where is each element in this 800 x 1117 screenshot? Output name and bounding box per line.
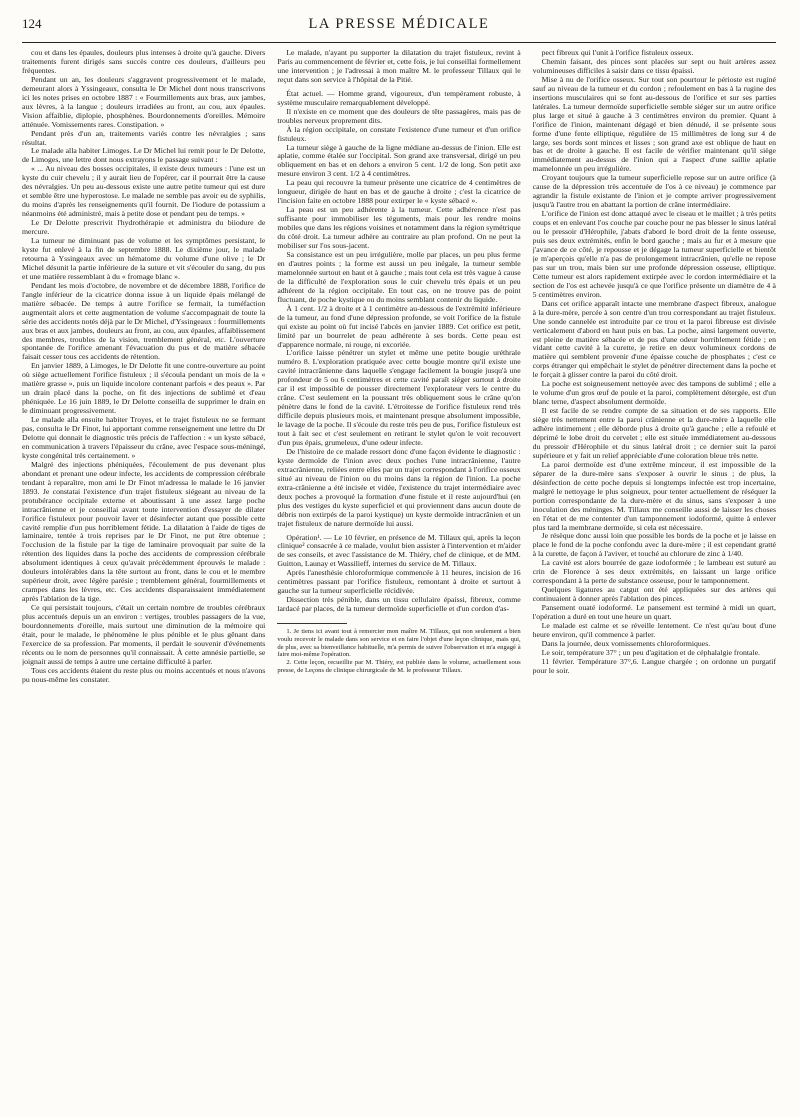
- paragraph: Ce qui persistait toujours, c'était un certain nombre de troubles cérébraux plus accentués depuis un an environ : vertiges, troubles passagers de la vue, bourdonnements d'oreille, mais surtout une diminution de la mémoire qui était, pour le malade, le phénomène le plus pénible et le plus gênant dans l'exercice de sa profession. Par moments, il perdait le souvenir d'événements récents ou le nom de personnes qu'il connaissait. À cette amnésie partielle, se joignait aussi de temps à autre une certaine difficulté à parler.: [22, 603, 266, 666]
- paragraph: La peau est un peu adhérente à la tumeur. Cette adhérence n'est pas suffisante pour immobiliser les téguments, mais pour les rendre moins mobiles que dans les régions voisines et notamment dans la région symétrique du côté droit. La tumeur adhère au contraire au plan profond. On ne peut la mobiliser sur l'os sous-jacent.: [277, 205, 521, 251]
- footnote: 2. Cette leçon, recueillie par M. Thiéry, est publiée dans le volume, actuellement sous presse, de Leçons de clinique chirurgicale de M. le professeur Tillaux.: [277, 659, 521, 675]
- paragraph: Dans cet orifice apparaît intacte une membrane d'aspect fibreux, analogue à la dure-mère, percée à son centre d'un trou correspondant au trajet fistuleux. Une sonde cannelée est introduite par ce trou et la paroi fibreuse est divisée verticalement d'abord en haut puis en bas. La poche, ainsi largement ouverte, est pleine de matière sébacée et de pus d'une odeur horriblement fétide ; en vidant cette cavité à la curette, je retire en deux volumineux cordons de matière qui semblent provenir d'une épaisse couche de phosphates ; c'est ce corps étranger qui empêchait le stylet de pénétrer directement dans la poche et le forçait à glisser contre la paroi du côté droit.: [532, 298, 776, 380]
- paragraph: Le malade, n'ayant pu supporter la dilatation du trajet fistuleux, revint à Paris au commencement de février et, cette fois, je lui conseillai formellement une intervention ; je l'adressai à mon maître M. le professeur Tillaux qui le reçut dans son service à l'hôpital de la Pitié.: [277, 49, 521, 84]
- paragraph: La peau qui recouvre la tumeur présente une cicatrice de 4 centimètres de longueur, dirigée de haut en bas et de gauche à droite ; c'est la cicatrice de l'incision faite en octobre 1888 pour extirper le « kyste sébacé ».: [277, 178, 521, 206]
- page-number: 124: [22, 16, 42, 31]
- paragraph: Je résèque donc aussi loin que possible les bords de la poche et je laisse en place le fond de la poche confondu avec la dure-mère ; il est cependant gratté à la curette, de façon à l'aviver, et touché au chlorure de zinc à 1/40.: [532, 531, 776, 559]
- column-right: [533, 49, 776, 1111]
- paragraph: cou et dans les épaules, douleurs plus intenses à droite qu'à gauche. Divers traitements furent dirigés sans succès contre ces douleurs, d'ailleurs peu fréquentes.: [22, 49, 266, 75]
- paragraph: L'orifice laisse pénétrer un stylet et même une petite bougie uréthrale numéro 8. L'exploration pratiquée avec cette bougie montre qu'il existe une cavité intracrânienne dans laquelle s'engage facilement la bougie jusqu'à une profondeur de 5 ou 6 centimètres et cette cavité paraît siéger surtout à droite car il est impossible de pousser directement l'explorateur vers le centre du crâne. C'est seulement en la poussant très obliquement sous le crâne qu'on pénètre dans le fond de la cavité. L'étroitesse de l'orifice fistuleux rend très difficile depuis plusieurs mois, et maintenant presque absolument impossible, le lavage de la poche. Il s'écoule du reste très peu de pus, l'orifice fistuleux est tout à fait sec et c'est seulement en retirant le stylet qu'on le voit recouvert d'un pus épais, grumeleux, d'une odeur infecte.: [277, 348, 521, 447]
- paragraph: La tumeur ne diminuant pas de volume et les symptômes persistant, le kyste fut enlevé à la fin de septembre 1888. Le dixième jour, le malade retourna à Yssingeaux avec un hématome du volume d'une olive ; le Dr Michel désunit la partie inférieure de la suture et vit s'écouler du sang, du pus et une matière ressemblant à du « fromage blanc ».: [22, 236, 266, 281]
- paragraph: Mise à nu de l'orifice osseux. Sur tout son pourtour le périoste est rugíné sauf au niveau de la tumeur et du cordon ; refoulement en bas à la rugine des insertions musculaires qui se font au-dessous de l'orifice et sur ses parties latérales. La tumeur dermoïde superficielle semble siéger sur un autre orifice plus large et situé à gauche à 3 centimètres environ du premier. Quant à l'orifice de l'inion, maintenant dégagé et bien dénudé, il se présente sous forme d'une fente elliptique, régulière de 15 millimètres de long sur 4 de large, ses bords sont minces et lisses ; son grand axe est oblique de haut en bas et de droite à gauche. Il est facile de vérifier maintenant qu'il siège immédiatement au-dessus de l'inion qui a l'aspect d'une saillie aplatie mamelonnée un peu irrégulière.: [532, 74, 776, 174]
- paragraph: Dans la journée, deux vomissements chloroformiques.: [541, 638, 711, 648]
- paragraph: La tumeur siège à gauche de la ligne médiane au-dessus de l'inion. Elle est aplatie, comme étalée sur l'occipital. Son grand axe transversal, dirigé un peu obliquement en bas et en dehors a environ 5 cent. 1/2 de long. Son petit axe mesure environ 3 cent. 1/2 à 4 centimètres.: [277, 142, 521, 179]
- footnotes: [277, 628, 520, 675]
- paragraph: Le malade alla ensuite habiter Troyes, et le trajet fistuleux ne se fermant pas, consulta le Dr Finot, lui apportant comme renseignement une lettre du Dr Delotte qui donnait le diagnostic très précis de l'affection : « un kyste sébacé, en communication à travers l'épaisseur du crâne, avec l'espace sous-méningé, kyste congénital très certainement. »: [22, 415, 266, 460]
- paragraph: Opération¹. — Le 10 février, en présence de M. Tillaux qui, après la leçon clinique² consacrée à ce malade, voulut bien assister à l'intervention et m'aider de ses conseils, et avec l'assistance de M. Thiéry, chef de clinique, et de MM. Guitton, Launay et Wassilieff, internes du service de M. Tillaux.: [277, 532, 521, 569]
- paragraph: La poche est soigneusement nettoyée avec des tampons de sublimé ; elle a le volume d'un gros œuf de poule et la paroi, complètement détergée, est d'un blanc terne, d'aspect absolument dermoïde.: [532, 379, 776, 407]
- journal-title: LA PRESSE MÉDICALE: [308, 16, 490, 32]
- paragraph: Malgré des injections phéniquées, l'écoulement de pus devenant plus abondant et prenant une odeur infecte, les accidents de compression cérébrale tendant à reparaître, mon ami le Dr Finot m'adressa le malade le 16 janvier 1893. Je constatai l'existence d'un trajet fistuleux siégeant au niveau de la protubérance occipitale externe et aboutissant à une assez large poche intracrânienne et je conseillai avant toute intervention d'essayer de dilater l'orifice fistuleux pour pouvoir laver et désinfecter autant que possible cette cavité remplie d'un pus horriblement fétide. La dilatation à l'aide de tiges de laminaire, tentée à trois reprises par le Dr Finot, ne put être obtenue ; l'occlusion de la fistule par la tige de laminaire provoquait par suite de la rétention des liquides dans la poche des accidents de compression cérébrale absolument identiques à ceux qu'avait précédemment éprouvés le malade : douleurs intolérables dans la tête surtout au front, dans le cou et le membre supérieur droit, avec légère parésie ; tremblement général, fourmillements et crampes dans les lèvres, etc. Ces accidents disparaissaient immédiatement après l'ablation de la tige.: [22, 459, 266, 604]
- footnote-rule: [277, 623, 347, 624]
- paragraph: Le malade est calme et se réveille lentement. Ce n'est qu'au bout d'une heure environ, qu'il commence à parler.: [532, 621, 776, 639]
- paragraph: Chemin faisant, des pinces sont placées sur sept ou huit artères assez volumineuses difficiles à saisir dans ce tissu épaissi.: [532, 56, 776, 75]
- paragraph: Pendant un an, les douleurs s'aggravent progressivement et le malade, demeurant alors à Yssingeaux, consulta le Dr Michel dont nous transcrivons ici les notes prises en octobre 1887 : « Fourmillements aux bras, aux jambes, aux lèvres, à la langue ; douleurs irradiées au front, au cou, aux épaules. Vision affaiblie, diplopie, phosphènes. Bourdonnements d'oreilles. Mémoire atténuée. Vomissements rares. Constipation. »: [22, 74, 266, 129]
- paragraph: « ... Au niveau des bosses occipitales, il existe deux tumeurs : l'une est un kyste du cuir chevelu ; il y aurait lieu de l'opérer, car il pourrait être la cause des névralgies. Un peu au-dessous existe une autre petite tumeur qui est dure et semble être une hyperostose. Le malade ne semble pas avoir eu de syphilis, du moins d'après les renseignements qu'il fournit. De l'iodure de potassium a néanmoins été administré, mais à petite dose et pendant peu de temps. »: [22, 164, 266, 219]
- paragraph: Dissection très pénible, dans un tissu cellulaire épaissi, fibreux, comme lardacé par places, de la tumeur dermoïde superficielle et d'un cordon d'as-: [277, 595, 521, 614]
- paragraph: Il est facile de se rendre compte de sa situation et de ses rapports. Elle siège très nettement entre la paroi crânienne et la dure-mère à laquelle elle adhère intimement ; elle déborde plus à droite qu'à gauche ; elle a refoulé et déprimé le lobe droit du cervelet ; elle est située immédiatement au-dessous du pressoir d'Hérophile et du sinus latéral droit ; ce dernier suit la paroi supérieure et y fait un relief appréciable d'une coloration bleue très nette.: [532, 406, 776, 460]
- paragraph: 11 février. Température 37°,6. Langue chargée ; on ordonne un purgatif pour le soir.: [532, 656, 776, 675]
- paragraph: Tous ces accidents étaient du reste plus ou moins accentués et nous n'avons pu nous-même les constater.: [22, 665, 266, 684]
- paragraph: De l'histoire de ce malade ressort donc d'une façon évidente le diagnostic : kyste dermoïde de l'inion avec deux poches l'une intracrânienne, l'autre extracrânienne, reliées entre elles par un trajet correspondant à l'orifice osseux situé au niveau de l'inion ou du moins dans la région de l'inion. La poche extra-crânienne a été incisée et vidée, l'existence du trajet intermédiaire avec deux poches a provoqué la formation d'une fistule et il reste aujourd'hui (en plus des vestiges du kyste superficiel et qui proviennent dans aucun doute de débris non extirpés de la paroi kystique) un kyste dermoïde intracrânien et un trajet fistuleux de nature dermoïde lui aussi.: [277, 446, 521, 528]
- paragraph: pect fibreux qui l'unit à l'orifice fistuleux osseux.: [541, 49, 694, 57]
- paragraph: À la région occipitale, on constate l'existence d'une tumeur et d'un orifice fistuleux.: [277, 124, 521, 143]
- paragraph: Après l'anesthésie chloroformique commencée à 11 heures, incision de 16 centimètres passant par l'orifice fistuleux, remontant à droite et surtout à gauche sur la tumeur superficielle récidivée.: [277, 568, 521, 596]
- footnote: 1. Je tiens ici avant tout à remercier mon maître M. Tillaux, qui non seulement a bien voulu recevoir le malade dans son service et en faire l'objet d'une leçon clinique, mais qui, de plus, avec sa bienveillance habituelle, m'a permis de suivre l'observation et m'a engagé à faire moi-même l'opération.: [277, 628, 521, 659]
- paragraph: État actuel. — Homme grand, vigoureux, d'un tempérament robuste, à système musculaire remarquablement développé.: [277, 88, 521, 107]
- paragraph: En janvier 1889, à Limoges, le Dr Delotte fit une contre-ouverture au point où siège actuellement l'orifice fistuleux ; il s'écoula pendant un mois de la « matière grasse », puis un liquide incolore contenant parfois « des peaux ». Par un drain placé dans la poche, on fit des injections de sublimé et d'eau phéniquée. Le 16 juin 1889, le Dr Delotte conseilla de supprimer le drain en le diminuant progressivement.: [22, 361, 266, 416]
- paragraph: Quelques ligatures au catgut ont été appliquées sur des artères qui continuaient à donner après l'ablation des pinces.: [532, 585, 776, 604]
- paragraph: Pansement ouaté iodoformé. Le pansement est terminé à midi un quart, l'opération a duré en tout une heure un quart.: [532, 603, 776, 622]
- page-header: [22, 14, 776, 43]
- paragraph: Le soir, température 37° ; un peu d'agitation et de céphalalgie frontale.: [541, 647, 760, 657]
- paragraph: Sa consistance est un peu irrégulière, molle par places, un peu plus ferme en d'autres points ; la forme est aussi un peu inégale, la tumeur semble mamelonnée surtout en haut et à gauche ; mais tout cela est très vague à cause de la difficulté de l'exploration sous le cuir chevelu très épais et un peu adhérent de la région occipitale. En tout cas, on ne trouve pas de point fluctuant, de poche kystique ou du moins semblant contenir du liquide.: [277, 249, 521, 304]
- paragraph: La cavité est alors bourrée de gaze iodoformée ; le lambeau est suturé au crin de Florence à ses deux extrémités, en laissant un large orifice correspondant à la perte de substance osseuse, pour le tamponnement.: [532, 558, 776, 586]
- paragraph: L'orifice de l'inion est donc attaqué avec le ciseau et le maillet ; à très petits coups et en enlevant l'os couche par couche pour ne pas blesser le sinus latéral ou le pressoir d'Hérophile, j'abats d'abord le bord droit de la fente osseuse, puis ses deux extrémités, enfin le bord gauche ; mais au fur et à mesure que j'avance de ce côté, je repousse et je dégage la tumeur superficielle et bientôt je m'aperçois qu'elle n'a pas de prolongement intracrânien, qu'elle ne repose pas sur un trou, mais bien sur une profonde dépression osseuse, elliptique. Cette tumeur est alors rapidement extirpée avec le cordon intermédiaire et la section de l'os est achevée jusqu'à ce que l'orifice présente un diamètre de 4 à 5 centimètres environ.: [532, 209, 776, 299]
- columns: [22, 49, 776, 1111]
- paragraph: Le Dr Delotte prescrivit l'hydrothérapie et administra du biiodure de mercure.: [22, 218, 266, 237]
- paragraph: Pendant les mois d'octobre, de novembre et de décembre 1888, l'orifice de l'angle inférieur de la cicatrice donna issue à un liquide épais mélangé de matière sébacée. De temps à autre l'orifice se fermait, la tuméfaction augmentait alors et cette augmentation de volume s'accompagnait de toute la série des accidents notés déjà par le Dr Michel, d'Yssingeaux : fourmillements aux bras et aux jambes, douleurs au front, au cou, aux épaules, affaiblissement des membres, troubles de la vision, tremblement général, etc. L'ouverture spontanée de l'orifice amenant l'évacuation du pus et de matière sébacée faisait cesser tous ces accidents de rétention.: [22, 280, 266, 362]
- paragraph: À 1 cent. 1/2 à droite et à 1 centimètre au-dessous de l'extrémité inférieure de la tumeur, au fond d'une dépression profonde, se voit l'orifice de la fistule qui existe au point où fut incisé l'abcès en janvier 1889. Cet orifice est petit, limité par un bourrelet de peau adhérente à ses bords. Cette peau est d'apparence normale, ni rouge, ni excoriée.: [277, 303, 521, 349]
- paragraph: Il n'existe en ce moment que des douleurs de tête passagères, mais pas de troubles nerveux proprement dits.: [277, 106, 521, 125]
- column-middle: [277, 49, 520, 1111]
- column-left: [22, 49, 265, 1111]
- paragraph: Le malade alla habiter Limoges. Le Dr Michel lui remit pour le Dr Delotte, de Limoges, une lettre dont nous extrayons le passage suivant :: [22, 146, 266, 165]
- paragraph: Croyant toujours que la tumeur superficielle repose sur un autre orifice (à cause de la dépression très accentuée de l'os à ce niveau) je commence par agrandir la fistule existante de l'inion et je compte arriver progressivement jusqu'à l'autre trou en abattant la portion de crâne intermédiaire.: [532, 173, 776, 210]
- paragraph: La paroi dermoïde est d'une extrême minceur, il est impossible de la séparer de la dure-mère sans s'exposer à ouvrir le sinus ; de plus, la désinfection de cette poche depuis si longtemps infectée est trop incertaine, malgré le nettoyage le plus soigneux, pour tenter actuellement de réséquer la portion correspondante de la dure-mère et du sinus, sans s'exposer à une inoculation des méninges. M. Tillaux me conseille aussi de laisser les choses en l'état et de me contenter d'un tamponnement iodoformé, quitte à enlever plus tard la membrane dermoïde, si cela est nécessaire.: [532, 459, 776, 532]
- paragraph: Pendant près d'un an, traitements variés contre les névralgies ; sans résultat.: [22, 128, 266, 147]
